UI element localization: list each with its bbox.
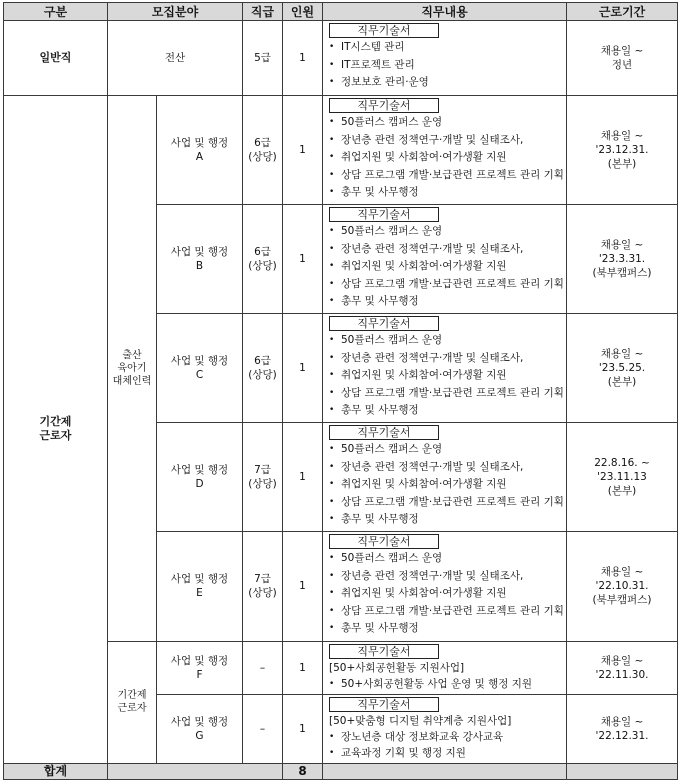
list-item: • IT프로젝트 관리	[329, 57, 562, 75]
position-field: 사업 및 행정 G	[157, 694, 243, 763]
position-headcount: 1	[283, 694, 323, 763]
list-item: • 교육과정 기획 및 행정 지원	[329, 746, 466, 759]
general-row	[4, 21, 678, 96]
list-item: • 총무 및 사무행정	[329, 511, 562, 529]
list-item: • 총무 및 사무행정	[329, 293, 562, 311]
list-item: • 총무 및 사무행정	[329, 402, 562, 420]
list-item: • 총무 및 사무행정	[329, 620, 562, 638]
duty-description-label: 직무기술서	[329, 534, 439, 549]
duty-list	[329, 550, 562, 638]
program-note: [50+맞춤형 디지털 취약계층 지원사업]	[329, 714, 512, 727]
position-period: 채용일 ~ '22.11.30.	[567, 641, 678, 694]
bullet-icon: •	[329, 496, 335, 507]
total-label: 합계	[4, 763, 108, 779]
general-field: 전산	[108, 21, 243, 96]
total-period-empty	[567, 763, 678, 779]
total-spacer	[108, 763, 283, 779]
position-field: 사업 및 행정 A	[157, 96, 243, 205]
header-period: 근로기간	[567, 3, 678, 21]
list-item: • 50플러스 캠퍼스 운영	[329, 223, 562, 241]
position-headcount: 1	[283, 313, 323, 422]
position-period: 채용일 ~ '22.10.31. (북부캠퍼스)	[567, 531, 678, 641]
duty-description-label: 직무기술서	[329, 23, 439, 38]
bullet-icon: •	[329, 405, 335, 416]
bullet-icon: •	[329, 623, 335, 634]
list-item: • 상담 프로그램 개발·보급관련 프로젝트 관리 기획	[329, 167, 562, 185]
list-item: • 50플러스 캠퍼스 운영	[329, 550, 562, 568]
duty-list	[329, 332, 562, 420]
list-item: • 장년층 관련 정책연구·개발 및 실태조사,	[329, 241, 562, 259]
bullet-icon: •	[329, 443, 335, 454]
bullet-icon: •	[329, 225, 335, 236]
list-item: • 50플러스 캠퍼스 운영	[329, 114, 562, 132]
recruitment-table	[3, 2, 678, 780]
header-headcount: 인원	[283, 3, 323, 21]
general-period: 채용일 ~ 정년	[567, 21, 678, 96]
duty-description-label: 직무기술서	[329, 425, 439, 440]
general-headcount: 1	[283, 21, 323, 96]
total-duties-empty	[323, 763, 567, 779]
bullet-icon: •	[329, 77, 335, 88]
position-period: 채용일 ~ '23.3.31. (북부캠퍼스)	[567, 204, 678, 313]
bullet-icon: •	[329, 59, 335, 70]
position-headcount: 1	[283, 96, 323, 205]
bullet-icon: •	[329, 514, 335, 525]
duty-list	[329, 223, 562, 311]
list-item: • 상담 프로그램 개발·보급관련 프로젝트 관리 기획	[329, 385, 562, 403]
header-grade: 직급	[243, 3, 283, 21]
list-item: • 취업지원 및 사회참여·여가생활 지원	[329, 367, 562, 385]
bullet-icon: •	[329, 352, 335, 363]
list-item: • 50+사회공헌활동 사업 운영 및 행정 지원	[329, 677, 532, 690]
position-period: 22.8.16. ~ '23.11.13 (본부)	[567, 422, 678, 531]
bullet-icon: •	[329, 370, 335, 381]
position-period: 채용일 ~ '23.12.31. (본부)	[567, 96, 678, 205]
bullet-icon: •	[329, 334, 335, 345]
bullet-icon: •	[329, 134, 335, 145]
leave-replacement-group: 출산 육아기 대체인력	[108, 96, 157, 642]
bullet-icon: •	[329, 243, 335, 254]
position-duties	[323, 313, 567, 422]
list-item: • 상담 프로그램 개발·보급관련 프로젝트 관리 기획	[329, 494, 562, 512]
position-headcount: 1	[283, 641, 323, 694]
list-item: • 취업지원 및 사회참여·여가생활 지원	[329, 258, 562, 276]
bullet-icon: •	[329, 187, 335, 198]
bullet-icon: •	[329, 747, 335, 758]
bullet-icon: •	[329, 552, 335, 563]
bullet-icon: •	[329, 278, 335, 289]
bullet-icon: •	[329, 588, 335, 599]
bullet-icon: •	[329, 605, 335, 616]
position-headcount: 1	[283, 422, 323, 531]
general-duties	[323, 21, 567, 96]
position-row-a	[4, 96, 678, 205]
list-item: • 총무 및 사무행정	[329, 184, 562, 202]
bullet-icon: •	[329, 42, 335, 52]
position-grade: 7급 (상당)	[243, 531, 283, 641]
bullet-icon: •	[329, 479, 335, 490]
list-item: • 취업지원 및 사회참여·여가생활 지원	[329, 585, 562, 603]
position-duties	[323, 531, 567, 641]
contract-category: 기간제 근로자	[4, 96, 108, 764]
duty-description-label: 직무기술서	[329, 98, 439, 113]
bullet-icon: •	[329, 570, 335, 581]
position-grade: –	[243, 694, 283, 763]
list-item: • 상담 프로그램 개발·보급관련 프로젝트 관리 기획	[329, 276, 562, 294]
general-grade: 5급	[243, 21, 283, 96]
position-duties	[323, 422, 567, 531]
position-grade: 6급 (상당)	[243, 204, 283, 313]
position-grade: –	[243, 641, 283, 694]
general-duty-list	[329, 39, 562, 92]
position-duties	[323, 96, 567, 205]
list-item: • 50플러스 캠퍼스 운영	[329, 441, 562, 459]
list-item: • 장년층 관련 정책연구·개발 및 실태조사,	[329, 459, 562, 477]
bullet-icon: •	[329, 387, 335, 398]
list-item: • IT시스템 관리	[329, 39, 562, 57]
program-note: [50+사회공헌활동 지원사업]	[329, 661, 465, 674]
fixed-term-group: 기간제 근로자	[108, 641, 157, 763]
total-headcount: 8	[283, 763, 323, 779]
bullet-icon: •	[329, 152, 335, 163]
position-duties	[323, 204, 567, 313]
header-row	[4, 3, 678, 21]
position-period: 채용일 ~ '22.12.31.	[567, 694, 678, 763]
duty-list	[329, 729, 562, 761]
position-grade: 6급 (상당)	[243, 96, 283, 205]
list-item: • 장년층 관련 정책연구·개발 및 실태조사,	[329, 568, 562, 586]
header-field: 모집분야	[108, 3, 243, 21]
bullet-icon: •	[329, 261, 335, 272]
bullet-icon: •	[329, 678, 335, 689]
duty-list	[329, 676, 562, 692]
list-item: • 장년층 관련 정책연구·개발 및 실태조사,	[329, 132, 562, 150]
position-grade: 6급 (상당)	[243, 313, 283, 422]
position-field: 사업 및 행정 C	[157, 313, 243, 422]
duty-list	[329, 441, 562, 529]
total-row	[4, 763, 678, 779]
duty-list	[329, 114, 562, 202]
list-item: • 50플러스 캠퍼스 운영	[329, 332, 562, 350]
bullet-icon: •	[329, 117, 335, 127]
position-period: 채용일 ~ '23.5.25. (본부)	[567, 313, 678, 422]
duty-description-label: 직무기술서	[329, 316, 439, 331]
position-grade: 7급 (상당)	[243, 422, 283, 531]
duty-description-label: 직무기술서	[329, 207, 439, 222]
position-field: 사업 및 행정 D	[157, 422, 243, 531]
bullet-icon: •	[329, 296, 335, 307]
position-headcount: 1	[283, 204, 323, 313]
list-item: • 장년층 관련 정책연구·개발 및 실태조사,	[329, 350, 562, 368]
position-field: 사업 및 행정 F	[157, 641, 243, 694]
header-duties: 직무내용	[323, 3, 567, 21]
list-item: • 정보보호 관리·운영	[329, 74, 562, 92]
position-duties	[323, 694, 567, 763]
header-category: 구분	[4, 3, 108, 21]
position-field: 사업 및 행정 E	[157, 531, 243, 641]
duty-description-label: 직무기술서	[329, 697, 439, 712]
list-item: • 상담 프로그램 개발·보급관련 프로젝트 관리 기획	[329, 603, 562, 621]
general-category: 일반직	[4, 21, 108, 96]
position-headcount: 1	[283, 531, 323, 641]
bullet-icon: •	[329, 461, 335, 472]
position-field: 사업 및 행정 B	[157, 204, 243, 313]
duty-description-label: 직무기술서	[329, 644, 439, 659]
bullet-icon: •	[329, 731, 335, 742]
position-duties	[323, 641, 567, 694]
list-item: • 장노년층 대상 정보화교육 강사교육	[329, 730, 504, 743]
list-item: • 취업지원 및 사회참여·여가생활 지원	[329, 476, 562, 494]
list-item: • 취업지원 및 사회참여·여가생활 지원	[329, 149, 562, 167]
bullet-icon: •	[329, 169, 335, 180]
